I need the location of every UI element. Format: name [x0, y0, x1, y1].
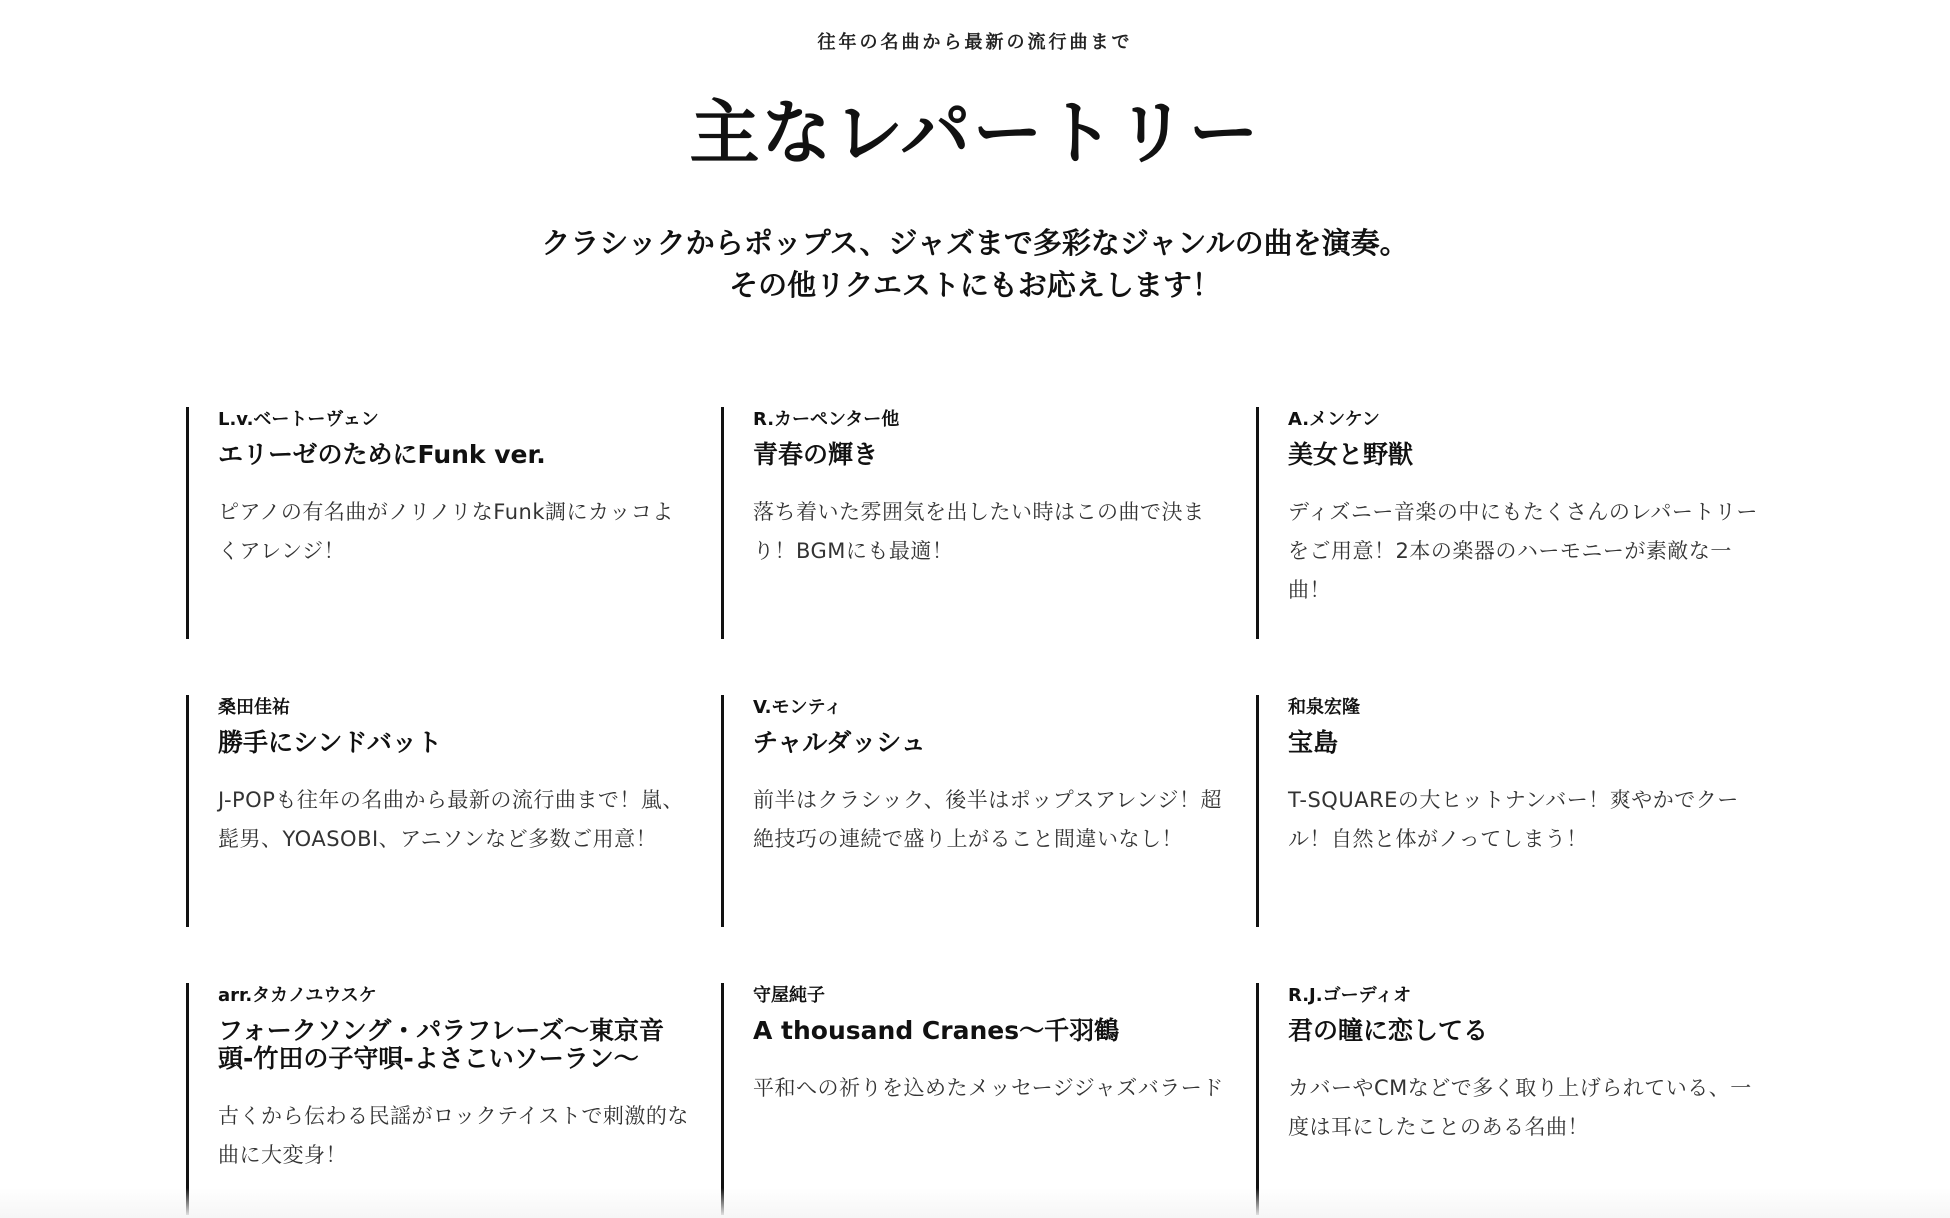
song-description: カバーやCMなどで多く取り上げられている、一度は耳にしたことのある名曲！: [1288, 1076, 1752, 1139]
song-description: ピアノの有名曲がノリノリなFunk調にカッコよくアレンジ！: [218, 500, 674, 563]
composer-name: 桑田佳祐: [218, 697, 290, 718]
repertoire-card: [1256, 983, 1791, 1215]
repertoire-card: [721, 407, 1256, 639]
repertoire-card: [1256, 695, 1791, 927]
song-description: T-SQUAREの大ヒットナンバー！爽やかでクール！自然と体がノってしまう！: [1288, 788, 1739, 851]
song-title: エリーゼのためにFunk ver.: [218, 440, 546, 469]
composer-name: 和泉宏隆: [1288, 697, 1360, 718]
song-title: フォークソング・パラフレーズ〜東京音頭-竹田の子守唄-よさこいソーラン〜: [218, 1016, 665, 1073]
song-description: J-POPも往年の名曲から最新の流行曲まで！嵐、髭男、YOASOBI、アニソンなど多数ご用意！: [218, 788, 684, 851]
song-title: 青春の輝き: [753, 440, 879, 469]
song-title: A thousand Cranes〜千羽鶴: [753, 1016, 1120, 1045]
repertoire-card: [186, 407, 721, 639]
composer-name: V.モンティ: [753, 697, 843, 718]
song-description: 平和への祈りを込めたメッセージジャズバラード: [753, 1076, 1224, 1100]
song-title: 宝島: [1288, 728, 1339, 757]
section-lead: [0, 222, 1950, 306]
lead-line-1: クラシックからポップス、ジャズまで多彩なジャンルの曲を演奏。: [541, 226, 1409, 260]
composer-name: R.J.ゴーディオ: [1288, 985, 1412, 1006]
lead-line-2: その他リクエストにもお応えします！: [729, 268, 1221, 302]
song-description: 古くから伝わる民謡がロックテイストで刺激的な曲に大変身！: [218, 1104, 689, 1167]
song-title: 勝手にシンドバット: [218, 728, 442, 757]
song-title: 美女と野獣: [1288, 440, 1414, 469]
composer-name: L.v.ベートーヴェン: [218, 409, 379, 430]
composer-name: R.カーペンター他: [753, 409, 900, 430]
composer-name: 守屋純子: [753, 985, 825, 1006]
repertoire-card: [721, 695, 1256, 927]
repertoire-card: [1256, 407, 1791, 639]
composer-name: A.メンケン: [1288, 409, 1380, 430]
section-eyebrow: 往年の名曲から最新の流行曲まで: [817, 32, 1133, 53]
song-title: チャルダッシュ: [753, 728, 926, 757]
section-title: 主なレパートリー: [689, 92, 1261, 174]
song-description: 前半はクラシック、後半はポップスアレンジ！超絶技巧の連続で盛り上がること間違いなし！: [753, 788, 1223, 851]
repertoire-card: [186, 695, 721, 927]
repertoire-card: [186, 983, 721, 1215]
song-description: ディズニー音楽の中にもたくさんのレパートリーをご用意！2本の楽器のハーモニーが素敵な一曲！: [1288, 500, 1758, 602]
bottom-fade: [0, 1188, 1950, 1218]
repertoire-card: [721, 983, 1256, 1215]
song-title: 君の瞳に恋してる: [1288, 1016, 1489, 1045]
song-description: 落ち着いた雰囲気を出したい時はこの曲で決まり！BGMにも最適！: [753, 500, 1205, 563]
composer-name: arr.タカノユウスケ: [218, 985, 377, 1006]
repertoire-grid: [186, 407, 1806, 1215]
